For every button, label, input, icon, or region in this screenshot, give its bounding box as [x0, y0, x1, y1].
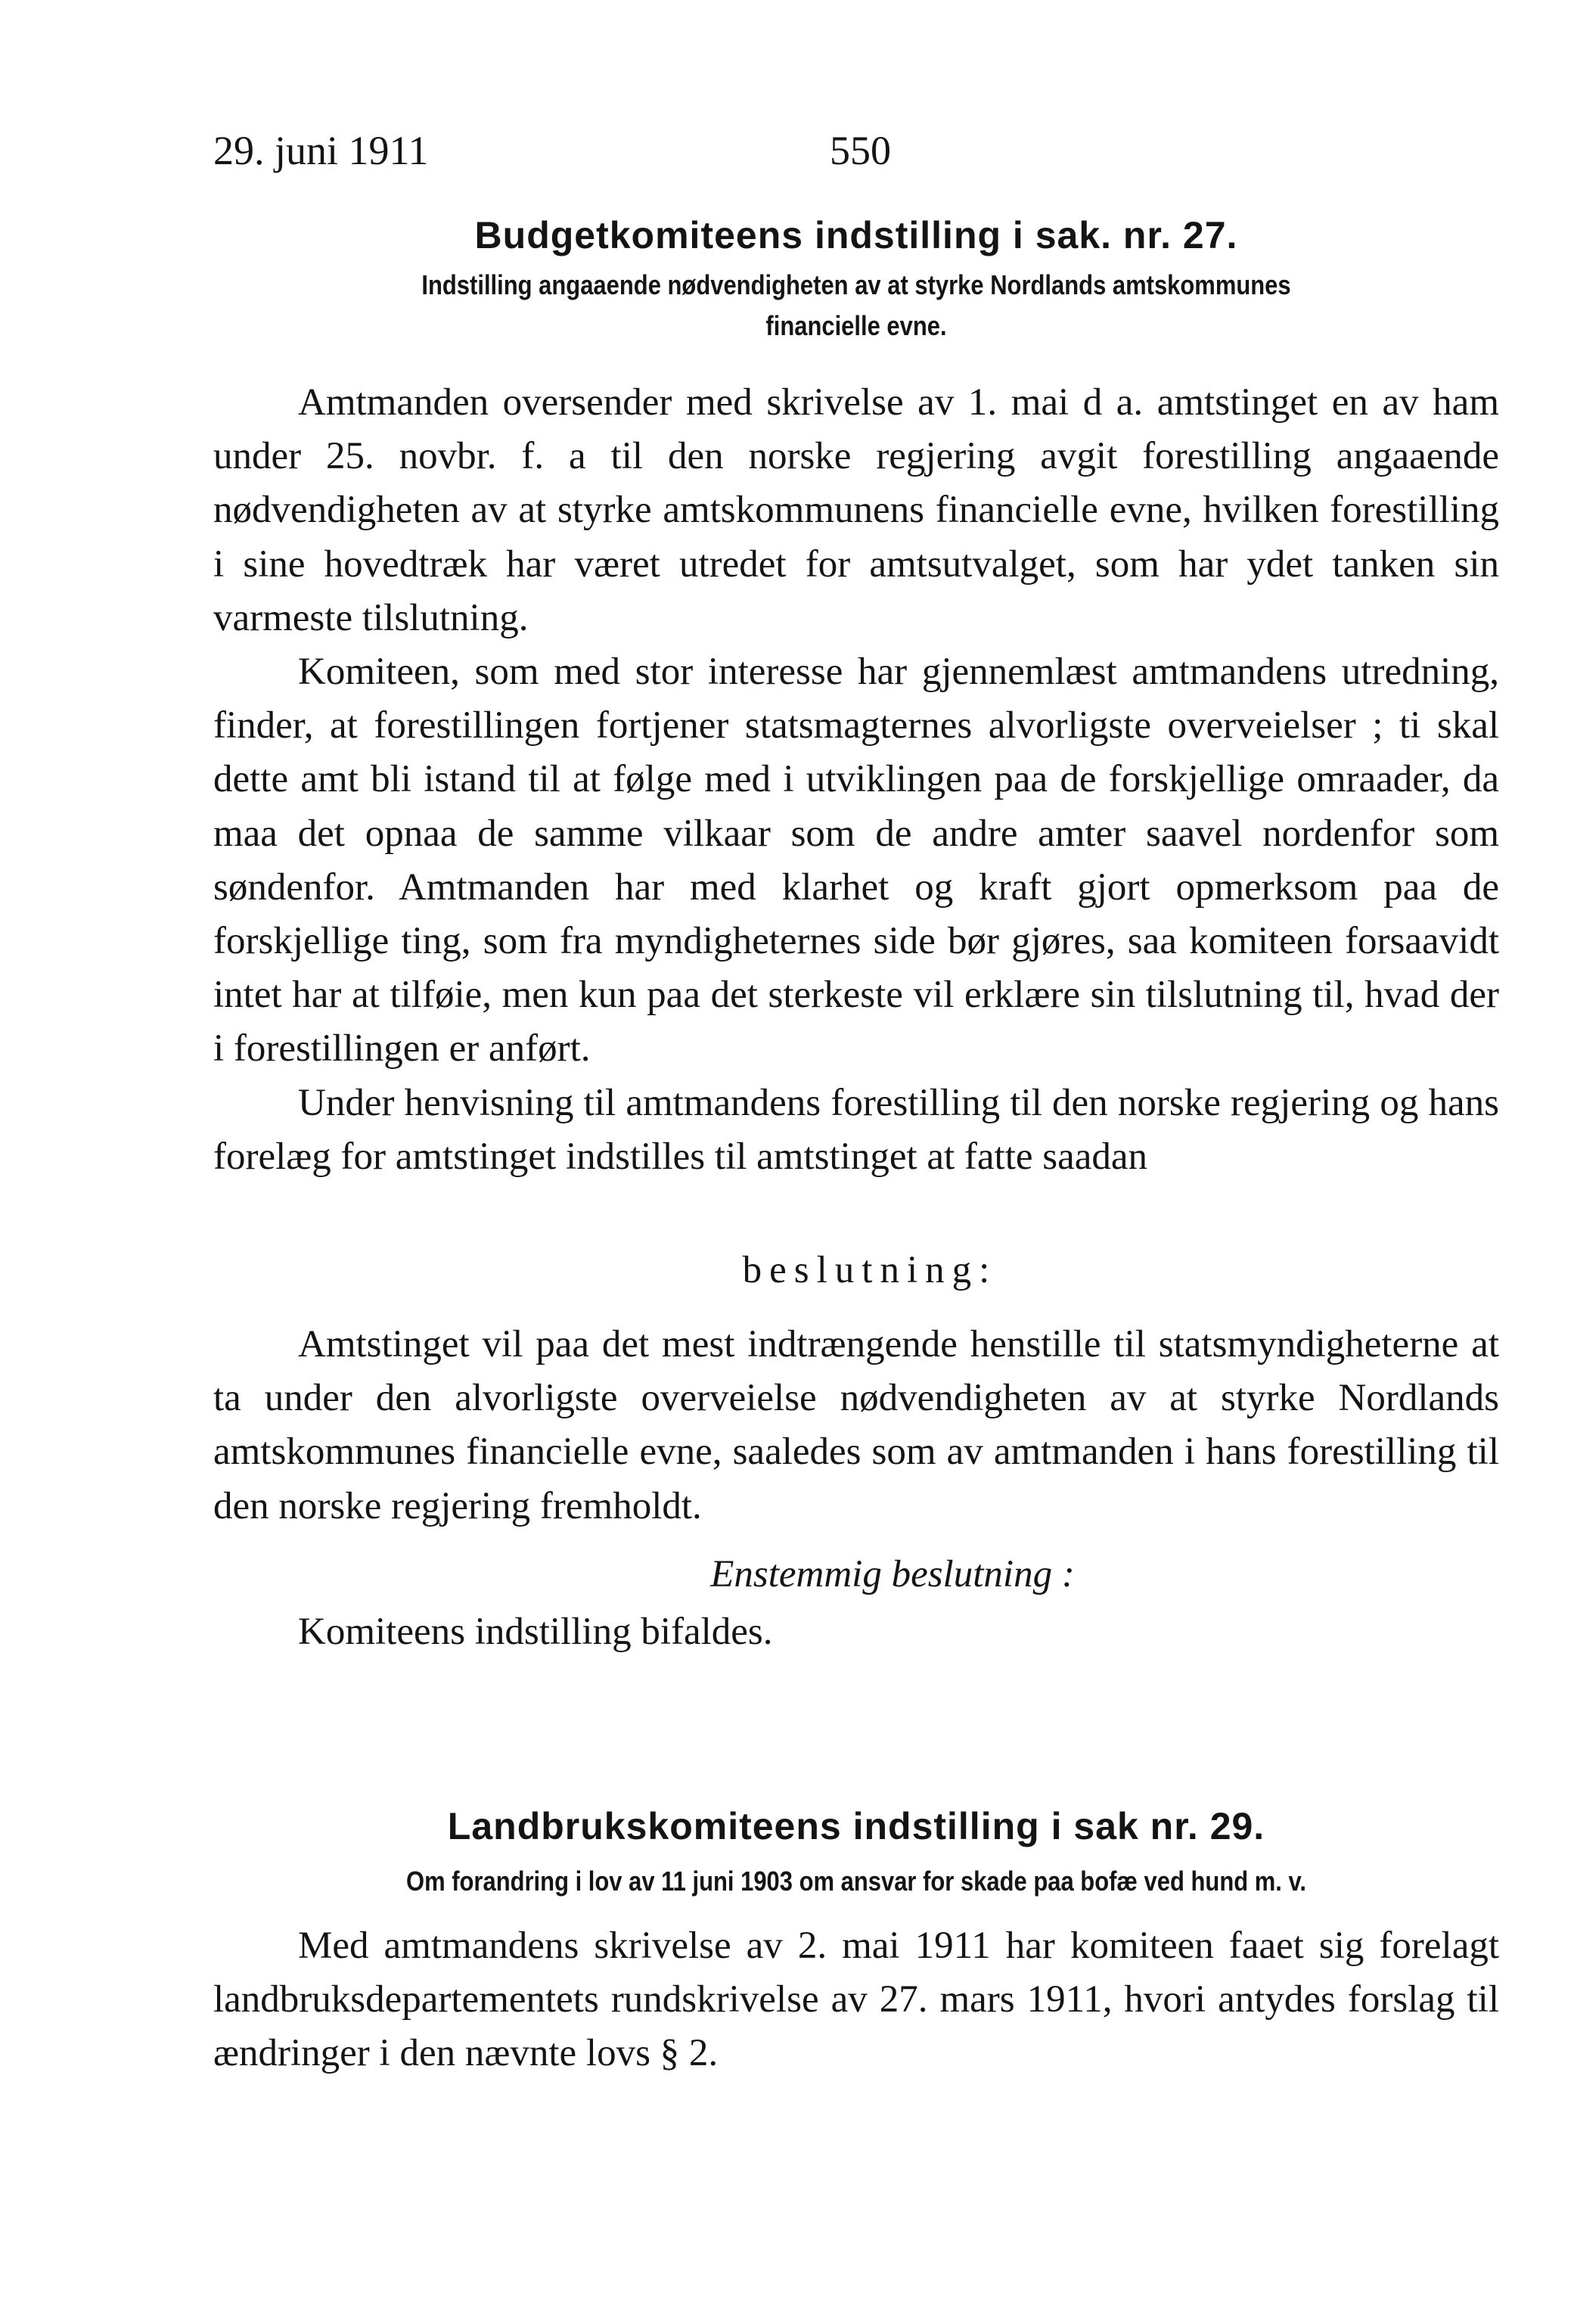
- section2-body: [213, 1919, 1499, 2081]
- section2-subtitle: Om forandring i lov av 11 juni 1903 om ansvar for skade paa bofæ ved hund m. v.: [405, 1866, 1306, 1897]
- section1-title: Budgetkomiteens indstilling i sak. nr. 27.: [474, 214, 1238, 256]
- decision-heading: Enstemmig beslutning :: [710, 1553, 1075, 1595]
- decision-body: [213, 1605, 1499, 1659]
- section1-subtitle-line2: financielle evne.: [765, 310, 947, 341]
- resolution-body: [213, 1318, 1499, 1533]
- section1-subtitle: [303, 265, 1409, 346]
- page-number: 550: [830, 128, 891, 173]
- decision-text: Komiteens indstilling bifaldes.: [298, 1611, 773, 1653]
- section1-paragraph2: Komiteen, som med stor interesse har gjennemlæst amtmandens utredning, finder, at forestillingen fortjener statsmagternes alvorligste overveielser ; ti skal dette amt bli istand til at følge med i utviklingen paa de forskjellige omraader, da maa det opnaa de samme vilkaar som de andre amter saavel nordenfor som søndenfor. Amtmanden har med klarhet og kraft gjort opmerksom paa de forskjellige ting, som fra myndigheternes side bør gjøres, saa komiteen forsaavidt intet har at tilføie, men kun paa det sterkeste vil erklære sin tilslutning til, hvad der i forestillingen er anført.: [213, 651, 1499, 1070]
- section2-title: Landbrukskomiteens indstilling i sak nr. 29.: [447, 1805, 1265, 1847]
- resolution-heading: beslutning:: [742, 1249, 998, 1291]
- section2-paragraph1: Med amtmandens skrivelse av 2. mai 1911 har komiteen faaet sig forelagt landbruksdepartementets rundskrivelse av 27. mars 1911, hvori antydes forslag til ændringer i den nævnte lovs § 2.: [213, 1925, 1499, 2075]
- section1-body: [213, 376, 1499, 1184]
- section1-paragraph3: Under henvisning til amtmandens forestilling til den norske regjering og hans forelæg for amtstinget indstilles til amtstinget at fatte saadan: [213, 1081, 1499, 1178]
- page-date: 29. juni 1911: [213, 128, 429, 173]
- section1-subtitle-line1: Indstilling angaaende nødvendigheten av at styrke Nordlands amtskommunes: [421, 269, 1291, 300]
- resolution-text: Amtstinget vil paa det mest indtrængende henstille til statsmyndigheterne at ta under den alvorligste overveielse nødvendigheten av at styrke Nordlands amtskommunes financielle evne, saaledes som av amtmanden i hans forestilling til den norske regjering fremholdt.: [213, 1323, 1499, 1527]
- running-head: [213, 127, 1499, 180]
- section1-paragraph1: Amtmanden oversender med skrivelse av 1. mai d a. amtstinget en av ham under 25. novbr. f. a til den norske regjering avgit forestilling angaaende nødvendigheten av at styrke amtskommunens financielle evne, hvilken forestilling i sine hovedtræk har været utredet for amtsutvalget, som har ydet tanken sin varmeste tilslutning.: [213, 381, 1499, 639]
